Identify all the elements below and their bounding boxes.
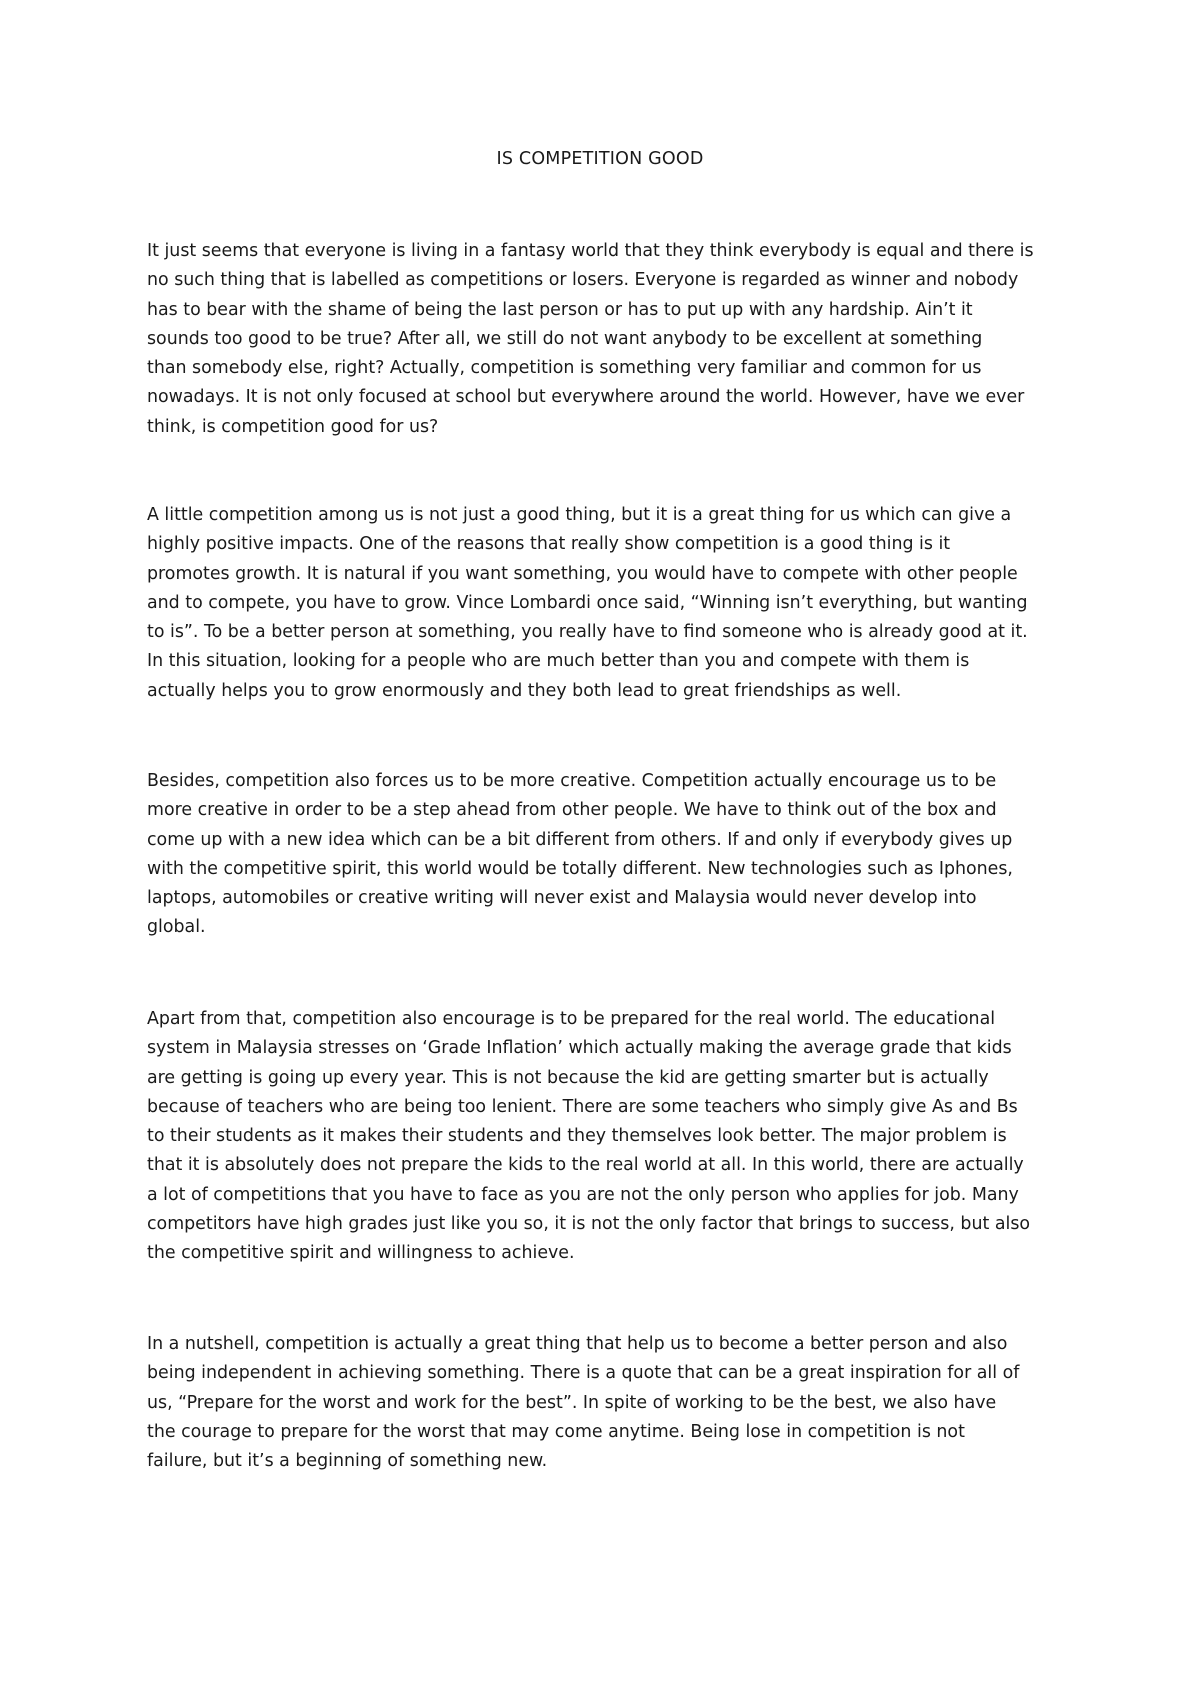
text-line: Besides, competition also forces us to be more creative. Competition actually encourage us to be xyxy=(147,771,997,791)
text-line: In this situation, looking for a people who are much better than you and compete with them is xyxy=(147,651,970,672)
text-line: global. xyxy=(147,917,206,938)
text-line: promotes growth. It is natural if you want something, you would have to compete with other people xyxy=(147,563,1018,584)
paragraph-growth xyxy=(147,501,1077,706)
text-line: us, “Prepare for the worst and work for the best”. In spite of working to be the best, we also have xyxy=(147,1392,997,1413)
text-line: sounds too good to be true? After all, we still do not want anybody to be excellent at something xyxy=(147,328,983,349)
text-line: nowadays. It is not only focused at school but everywhere around the world. However, have we ever xyxy=(147,387,1025,408)
text-line: competitors have high grades just like you so, it is not the only factor that brings to success, but also xyxy=(147,1214,1031,1235)
text-line: laptops, automobiles or creative writing will never exist and Malaysia would never develop into xyxy=(147,888,977,909)
document-title: IS COMPETITION GOOD xyxy=(496,149,704,169)
text-line: highly positive impacts. One of the reasons that really show competition is a good thing is it xyxy=(147,534,951,555)
paragraph-real-world xyxy=(147,1005,1077,1269)
text-line: actually helps you to grow enormously and they both lead to great friendships as well. xyxy=(147,680,902,701)
text-line: A little competition among us is not just a good thing, but it is a great thing for us which can give a xyxy=(147,505,1012,525)
text-line: and to compete, you have to grow. Vince Lombardi once said, “Winning isn’t everything, but wanting xyxy=(147,592,1028,613)
text-line: to their students as it makes their students and they themselves look better. The major problem is xyxy=(147,1126,1007,1147)
text-line: because of teachers who are being too lenient. There are some teachers who simply give As and Bs xyxy=(147,1096,1018,1117)
text-line: no such thing that is labelled as competitions or losers. Everyone is regarded as winner and nobody xyxy=(147,270,1019,291)
text-line: a lot of competitions that you have to face as you are not the only person who applies for job. Many xyxy=(147,1184,1019,1205)
text-line: that it is absolutely does not prepare the kids to the real world at all. In this world, there are actually xyxy=(147,1155,1024,1176)
text-line: being independent in achieving something. There is a quote that can be a great inspiration for all of xyxy=(147,1363,1020,1384)
paragraph-conclusion xyxy=(147,1330,1077,1476)
text-line: failure, but it’s a beginning of something new. xyxy=(147,1451,548,1472)
text-line: In a nutshell, competition is actually a great thing that help us to become a better person and also xyxy=(147,1334,1008,1354)
text-line: to is”. To be a better person at something, you really have to find someone who is already good at it. xyxy=(147,622,1028,643)
text-line: with the competitive spirit, this world would be totally different. New technologies such as Iphones, xyxy=(147,858,1013,879)
text-line: than somebody else, right? Actually, competition is something very familiar and common for us xyxy=(147,358,982,379)
text-line: has to bear with the shame of being the last person or has to put up with any hardship. Ain’t it xyxy=(147,299,973,320)
text-line: come up with a new idea which can be a bit different from others. If and only if everybody gives up xyxy=(147,829,1013,850)
text-line: think, is competition good for us? xyxy=(147,416,439,437)
paragraph-creativity xyxy=(147,767,1077,943)
text-line: It just seems that everyone is living in a fantasy world that they think everybody is equal and there is xyxy=(147,241,1034,261)
text-line: Apart from that, competition also encourage is to be prepared for the real world. The educational xyxy=(147,1009,996,1029)
text-line: more creative in order to be a step ahead from other people. We have to think out of the box and xyxy=(147,800,997,821)
text-line: the competitive spirit and willingness to achieve. xyxy=(147,1243,575,1264)
text-line: the courage to prepare for the worst that may come anytime. Being lose in competition is not xyxy=(147,1421,965,1442)
text-line: system in Malaysia stresses on ‘Grade Inflation’ which actually making the average grade that kids xyxy=(147,1038,1012,1059)
paragraph-introduction xyxy=(147,237,1077,442)
text-line: are getting is going up every year. This is not because the kid are getting smarter but is actually xyxy=(147,1067,989,1088)
